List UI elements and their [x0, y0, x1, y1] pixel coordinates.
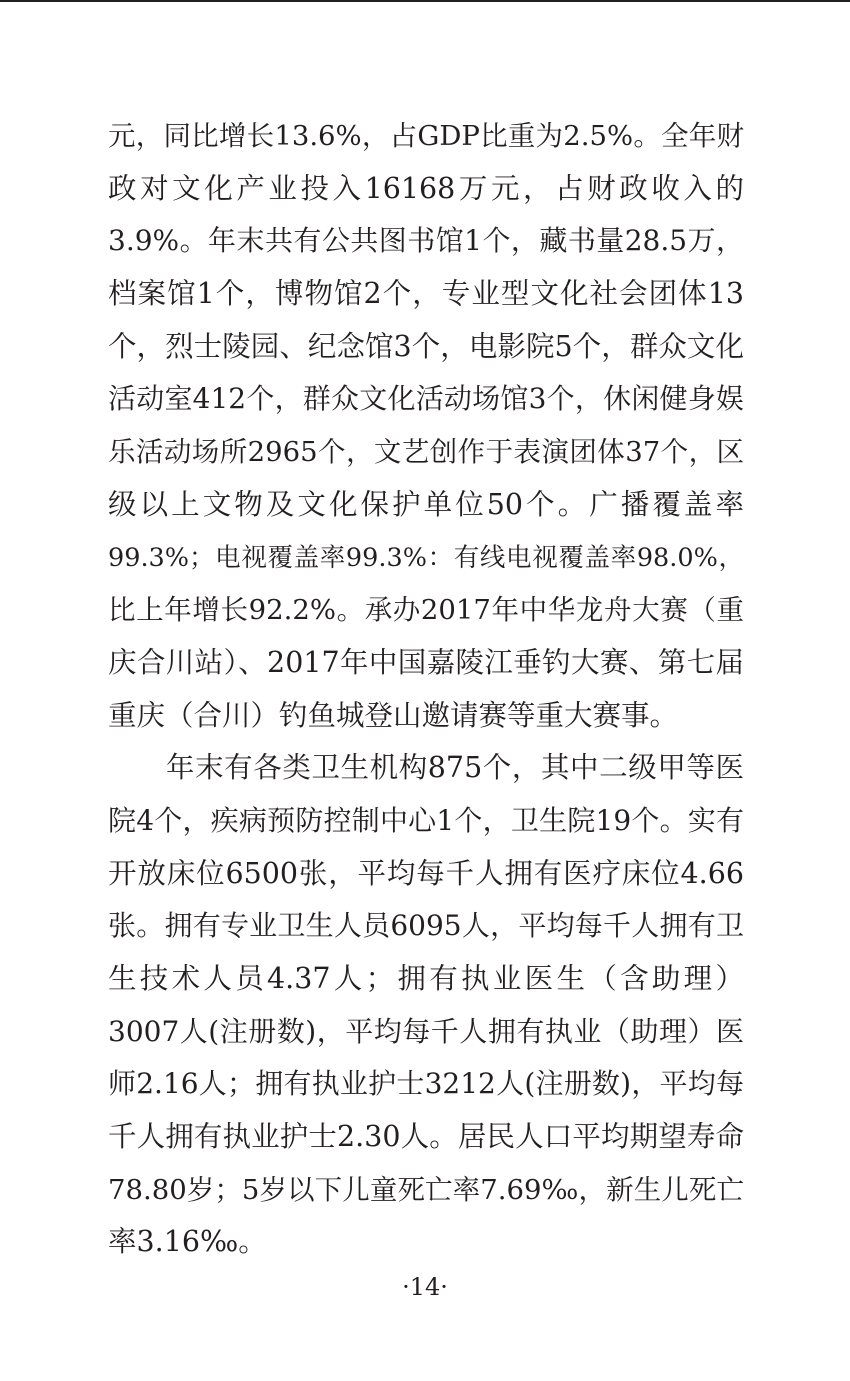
top-border-line — [0, 0, 850, 2]
text-line: 比上年增长92.2%。承办2017年中华龙舟大赛（重 — [108, 594, 744, 627]
text-line: 院4个，疾病预防控制中心1个，卫生院19个。实有 — [108, 803, 744, 837]
paragraph-last-line: 率3.16‰。 — [108, 1225, 267, 1259]
body-text — [108, 110, 744, 1269]
text-line: 生技术人员4.37人；拥有执业医生（含助理） — [108, 962, 744, 995]
text-line: 3007人(注册数)，平均每千人拥有执业（助理）医 — [108, 1014, 744, 1048]
text-line: 元，同比增长13.6%，占GDP比重为2.5%。全年财 — [108, 120, 744, 152]
paragraph-last-line: 重庆（合川）钓鱼城登山邀请赛等重大赛事。 — [108, 698, 679, 732]
text-line: 开放床位6500张，平均每千人拥有医疗床位4.66 — [108, 856, 744, 890]
text-line: 档案馆1个，博物馆2个，专业型文化社会团体13 — [108, 277, 744, 311]
text-line: 99.3%；电视覆盖率99.3%：有线电视覆盖率98.0%， — [108, 542, 744, 573]
text-line: 个，烈士陵园、纪念馆3个，电影院5个，群众文化 — [108, 329, 744, 363]
text-line: 78.80岁；5岁以下儿童死亡率7.69‰，新生儿死亡 — [108, 1173, 744, 1206]
text-line: 张。拥有专业卫生人员6095人，平均每千人拥有卫 — [108, 909, 744, 943]
text-line: 庆合川站）、2017年中国嘉陵江垂钓大赛、第七届 — [108, 645, 744, 679]
text-line: 3.9%。年末共有公共图书馆1个，藏书量28.5万， — [108, 224, 744, 258]
text-line: 政对文化产业投入16168万元，占财政收入的 — [108, 171, 744, 205]
text-line: 乐活动场所2965个，文艺创作于表演团体37个，区 — [108, 436, 744, 469]
paragraph-first-line: 年末有各类卫生机构875个，其中二级甲等医 — [166, 751, 744, 785]
text-line: 级以上文物及文化保护单位50个。广播覆盖率 — [108, 487, 744, 521]
text-line: 千人拥有执业护士2.30人。居民人口平均期望寿命 — [108, 1120, 744, 1154]
text-line: 活动室412个，群众文化活动场馆3个，休闲健身娱 — [108, 382, 744, 416]
text-line: 师2.16人；拥有执业护士3212人(注册数)，平均每 — [108, 1067, 744, 1101]
page-number: ·14· — [402, 1273, 448, 1301]
